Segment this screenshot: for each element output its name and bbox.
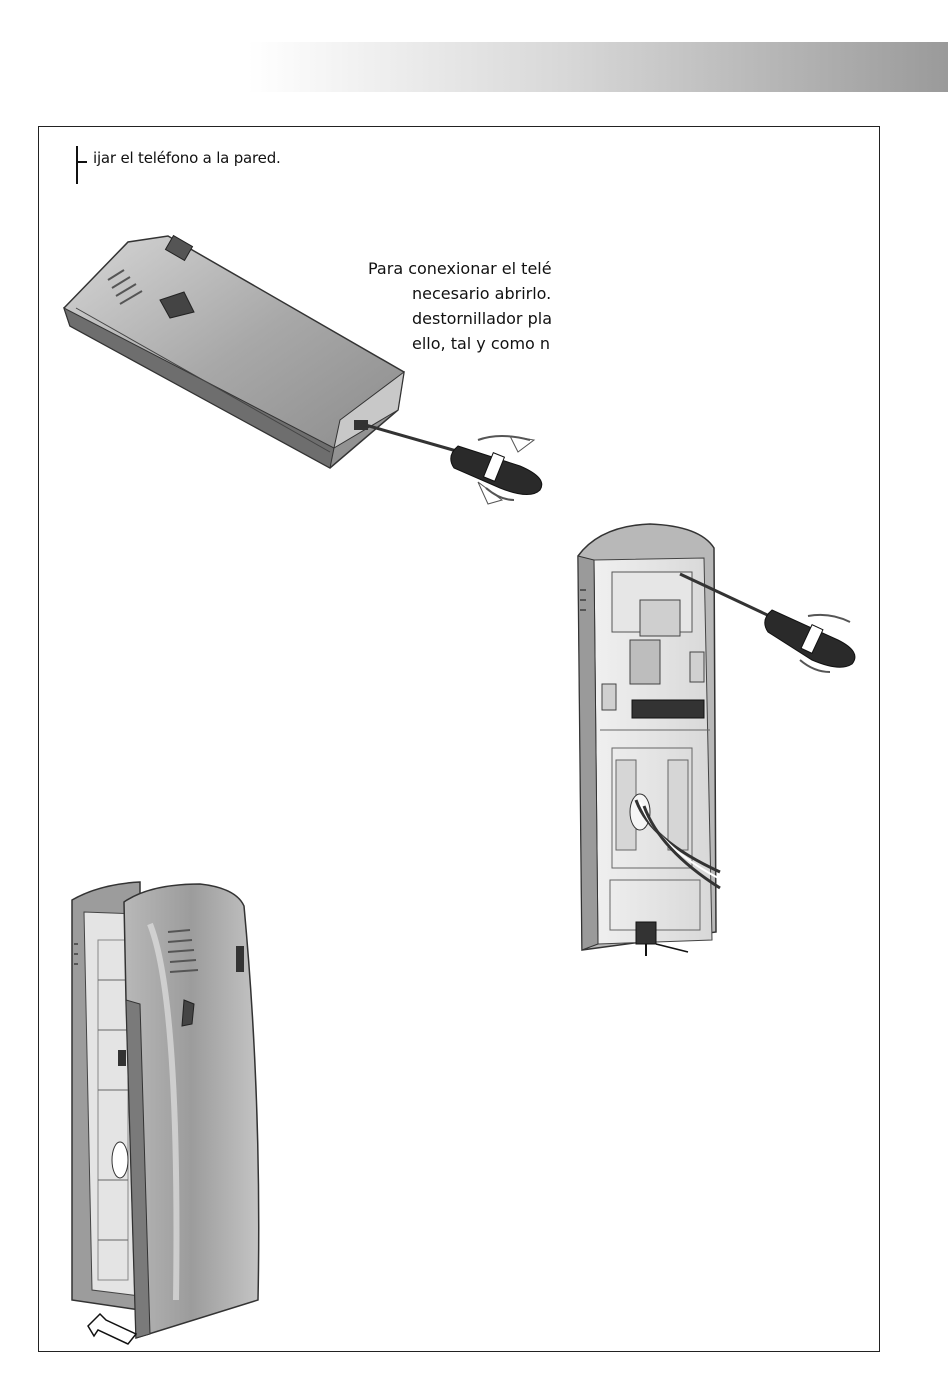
phone-mounting-illustration — [72, 882, 259, 1338]
phone-closed-illustration — [64, 236, 542, 504]
heading-text: ijar el teléfono a la pared. — [93, 149, 281, 167]
instruction-line: necesario abrirlo. — [412, 284, 552, 303]
arrow-icon — [88, 1314, 136, 1344]
instruction-line: destornillador pla — [412, 309, 552, 328]
instruction-line: ello, tal y como n — [412, 334, 551, 353]
instruction-line: Para conexionar el telé — [368, 259, 552, 278]
phone-open-illustration — [578, 524, 855, 956]
